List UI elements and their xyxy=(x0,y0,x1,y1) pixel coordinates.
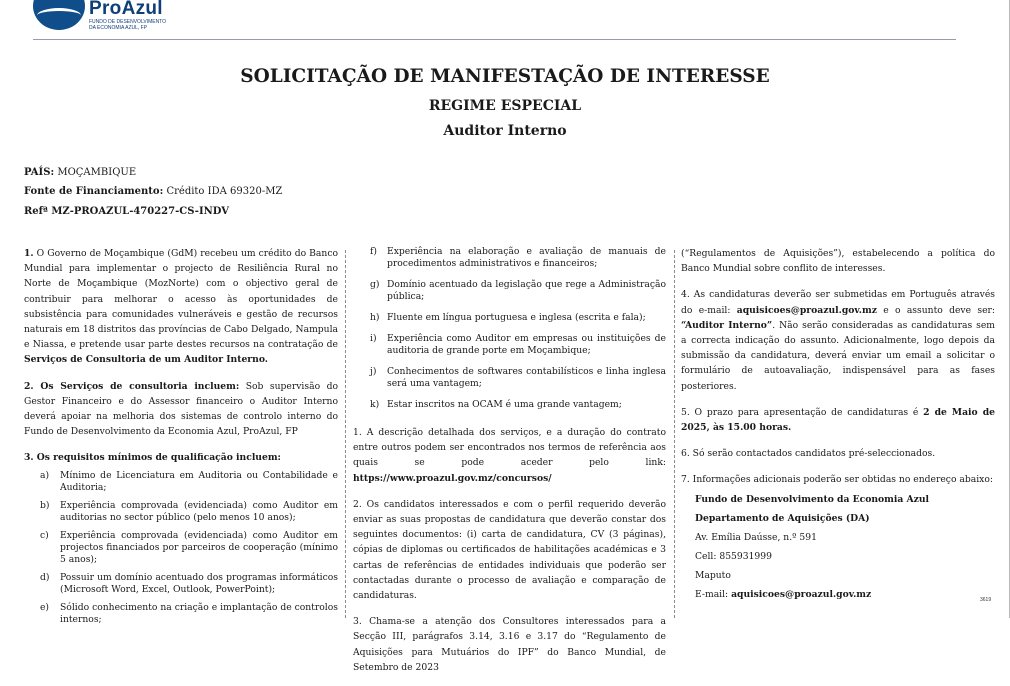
paragraph-text: 4. As candidaturas deverão ser submetidas em Português através do e-mail: xyxy=(681,289,995,316)
proazul-logo xyxy=(33,0,173,36)
submission-email-link[interactable]: aquisicoes@proazul.gov.mz xyxy=(736,304,877,316)
email-label: E-mail: xyxy=(695,588,732,600)
list-marker: k) xyxy=(370,399,380,410)
deadline: 2 de Maio de 2025, às 15.00 horas. xyxy=(681,406,995,434)
list-item xyxy=(353,399,666,411)
list-item xyxy=(353,333,666,357)
list-text: Experiência comprovada (evidenciada) como Auditor em projectos financiados por parceiros de cooperação (mínimo 5 anos); xyxy=(60,529,338,565)
list-text: Fluente em língua portuguesa e inglesa (escrita e fala); xyxy=(387,312,646,323)
country-value: MOÇAMBIQUE xyxy=(57,167,137,178)
reference-number: Refª MZ-PROAZUL-470227-CS-INDV xyxy=(24,206,230,217)
paragraph-deadline xyxy=(681,405,995,435)
address-street: Av. Emília Daússe, n.º 591 xyxy=(695,531,817,543)
paragraph-conflict: 3. Chama-se a atenção dos Consultores interessados para a Secção III, parágrafos 3.14, 3.16 e 3.17 do “Regulamento de Aquisições para Mutuários do IPF” do Banco Mundial, de Setembro de 2023 xyxy=(353,616,666,673)
funding-value: Crédito IDA 69320-MZ xyxy=(166,186,283,197)
paragraph-tor xyxy=(353,425,666,486)
tor-link[interactable]: https://www.proazul.gov.mz/concursos/ xyxy=(353,472,552,484)
address-city: Maputo xyxy=(695,569,731,581)
regime-subtitle: REGIME ESPECIAL xyxy=(428,98,582,114)
list-marker: b) xyxy=(40,499,50,511)
paragraph-text: . Não serão consideradas as candidaturas sem a correcta indicação do assunto. Adicionalmente, logo depois da submissão da candidatura, deverá enviar um email a solicitar o formulário de autoavaliação, indispensável para as fases posteriores. xyxy=(681,319,995,392)
list-item xyxy=(353,312,666,324)
list-marker: e) xyxy=(40,601,50,613)
list-item xyxy=(353,246,666,270)
paragraph-2 xyxy=(24,379,338,440)
list-marker: j) xyxy=(370,366,377,377)
paragraph-1 xyxy=(24,246,338,368)
paragraph-3-heading xyxy=(24,450,338,465)
funding-label: Fonte de Financiamento: xyxy=(24,186,164,197)
contact-email-link[interactable]: aquisicoes@proazul.gov.mz xyxy=(731,588,872,600)
list-marker: a) xyxy=(40,469,50,481)
list-marker: i) xyxy=(370,333,377,344)
list-text: Conhecimentos de softwares contabilísticos e linha inglesa será uma vantagem; xyxy=(387,366,666,389)
header-rule xyxy=(33,39,956,40)
list-item xyxy=(24,602,338,626)
list-marker: f) xyxy=(370,246,377,257)
list-item xyxy=(24,572,338,596)
address-organisation: Fundo de Desenvolvimento da Economia Azul xyxy=(695,493,930,505)
list-text: Experiência comprovada (evidenciada) como Auditor em auditorias no sector público (pelo menos 10 anos); xyxy=(60,499,338,523)
paragraph-continuation: (“Regulamentos de Aquisições”), estabelecendo a política do Banco Mundial sobre conflito de interesses. xyxy=(681,248,995,275)
paragraph-text: O Governo de Moçambique (GdM) recebeu um crédito do Banco Mundial para implementar o projecto de Resiliência Rural no Norte de Moçambique (MozNorte) com o objectivo geral de contribuir para melhorar o acesso às oportunidades de subsistência para comunidades vulneráveis e gestão de recursos naturais em 18 distritos das províncias de Cabo Delgado, Nampula e Niassa, e pretende usar parte destes recursos na contratação de xyxy=(24,248,338,351)
meta-country xyxy=(24,167,136,178)
paragraph-text: 1. A descrição detalhada dos serviços, e a duração do contrato entre outros podem ser encontrados nos termos de referência aos quais se pode aceder pelo link: xyxy=(353,427,666,469)
list-item xyxy=(24,470,338,494)
proazul-emblem-icon xyxy=(33,0,85,30)
list-text: Experiência como Auditor em empresas ou instituições de auditoria de grande porte em Moçambique; xyxy=(387,333,666,356)
logo-subtitle: FUNDO DE DESENVOLVIMENTO DA ECONOMIA AZUL, FP xyxy=(89,19,167,31)
paragraph-contact: 7. Informações adicionais poderão ser obtidas no endereço abaixo: xyxy=(681,474,993,486)
paragraph-heading: 3. Os requisitos mínimos de qualificação incluem: xyxy=(24,452,281,464)
list-text: Experiência na elaboração e avaliação de manuais de procedimentos administrativos e financeiros; xyxy=(387,246,666,269)
list-item xyxy=(353,366,666,390)
list-text: Domínio acentuado da legislação que rege a Administração pública; xyxy=(387,279,666,302)
list-marker: g) xyxy=(370,279,380,290)
country-label: PAÍS: xyxy=(24,167,55,178)
list-text: Sólido conhecimento na criação e implantação de controlos internos; xyxy=(60,601,338,625)
column-divider xyxy=(674,250,676,618)
list-marker: c) xyxy=(40,529,49,541)
list-text: Estar inscritos na OCAM é uma grande vantagem; xyxy=(387,399,622,410)
paragraph-text: e o assunto deve ser: xyxy=(876,304,995,316)
email-subject: “Auditor Interno” xyxy=(681,319,773,331)
column-3 xyxy=(681,246,995,604)
list-item xyxy=(24,530,338,566)
paragraph-submission xyxy=(681,287,995,393)
list-marker: h) xyxy=(370,312,380,323)
paragraph-text: 5. O prazo para apresentação de candidaturas é xyxy=(681,406,924,418)
paragraph-heading: 2. Os Serviços de consultoria incluem: xyxy=(24,380,240,392)
list-item xyxy=(353,279,666,303)
list-text: Possuir um domínio acentuado dos programas informáticos (Microsoft Word, Excel, Outlook, PowerPoint); xyxy=(60,571,338,595)
paragraph-shortlist: 6. Só serão contactados candidatos pré-seleccionados. xyxy=(681,448,936,460)
paragraph-text: Sob supervisão do Gestor Financeiro e do Assessor financeiro o Auditor Interno deverá apoiar na melhoria dos sistemas de controlo interno do Fundo de Desenvolvimento da Economia Azul, ProAzul, FP xyxy=(24,380,338,438)
logo-wordmark: ProAzul xyxy=(89,0,163,19)
meta-reference xyxy=(24,206,229,217)
paragraph-documents: 2. Os candidatos interessados e com o perfil requerido deverão enviar as suas propostas de candidatura que deverão constar dos seguintes documentos: (i) carta de candidatura, CV (3 páginas), cópias de diplomas ou certificados de habilitações académicas e 3 cartas de referências de entidades individuais que poderão ser contactadas durante o processo de avaliação e comparação de candidaturas. xyxy=(353,498,666,602)
page-number: 3619 xyxy=(980,597,992,603)
contact-address xyxy=(681,490,995,604)
position-subtitle: Auditor Interno xyxy=(443,123,567,139)
address-department: Departamento de Aquisições (DA) xyxy=(695,512,870,524)
column-divider xyxy=(345,250,347,618)
paragraph-emphasis: Serviços de Consultoria de um Auditor Interno. xyxy=(24,354,268,366)
meta-funding xyxy=(24,186,282,197)
document-title: SOLICITAÇÃO DE MANIFESTAÇÃO DE INTERESSE xyxy=(240,66,770,87)
column-1 xyxy=(24,246,338,632)
column-2 xyxy=(353,246,666,686)
list-text: Mínimo de Licenciatura em Auditoria ou Contabilidade e Auditoria; xyxy=(60,469,338,493)
list-item xyxy=(24,500,338,524)
paragraph-number: 1. xyxy=(24,248,34,259)
address-phone: Cell: 855931999 xyxy=(695,550,772,562)
list-marker: d) xyxy=(40,571,50,583)
